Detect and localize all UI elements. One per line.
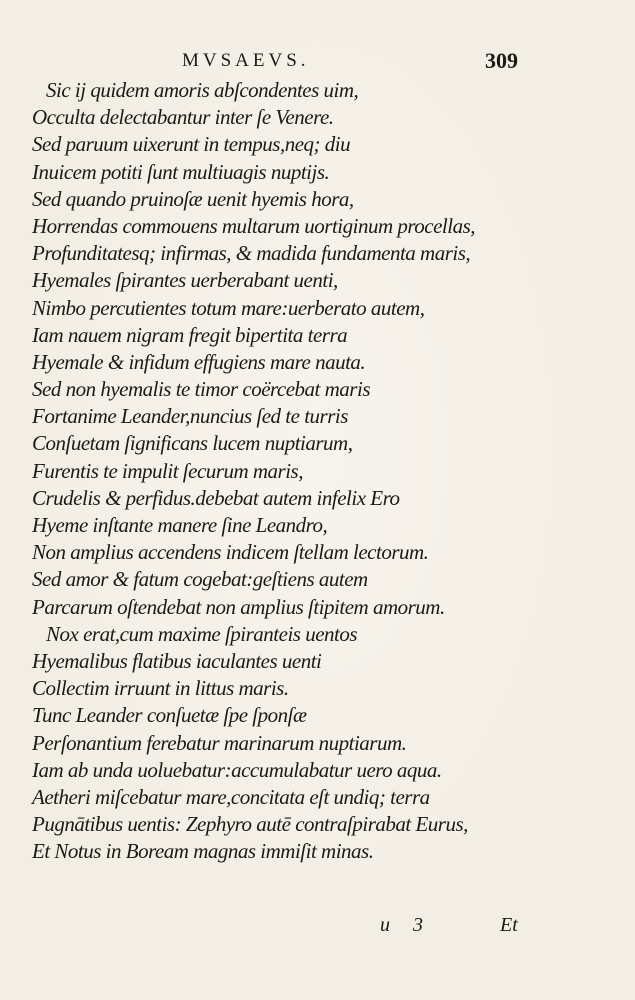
- running-title: MVSAEVS.: [182, 50, 310, 71]
- verse-line: Hyemale & infidum effugiens mare nauta.: [32, 349, 366, 374]
- verse-line: Hyemales ſpirantes uerberabant uenti,: [32, 268, 338, 293]
- verse-line: Conſuetam ſignificans lucem nuptiarum,: [32, 431, 353, 456]
- verse-line: Occulta delectabantur inter ſe Venere.: [32, 105, 334, 130]
- verse-line: Pugnātibus uentis: Zephyro autē contraſpirabat Eurus,: [32, 812, 468, 837]
- verse-line: Perſonantium ferebatur marinarum nuptiarum.: [32, 730, 407, 755]
- verse-line: Tunc Leander conſuetæ ſpe ſponſæ: [32, 703, 307, 728]
- verse-line: Sed amor & fatum cogebat:geſtiens autem: [32, 567, 368, 592]
- verse-line: Nox erat,cum maxime ſpiranteis uentos: [46, 621, 358, 646]
- verse-line: Et Notus in Boream magnas immiſit minas.: [32, 839, 374, 864]
- verse-line: Non amplius accendens indicem ſtellam lectorum.: [32, 540, 429, 565]
- verse-line: Hyemalibus flatibus iaculantes uenti: [32, 648, 322, 673]
- running-head: [0, 50, 635, 78]
- verse-line: Furentis te impulit ſecurum maris,: [32, 458, 303, 483]
- verse-line: Horrendas commouens multarum uortiginum procellas,: [32, 213, 476, 238]
- verse-line: Fortanime Leander,nuncius ſed te turris: [32, 404, 348, 429]
- verse-line: Sed paruum uixerunt in tempus,neq; diu: [32, 132, 351, 157]
- verse-line: Sed quando pruinoſæ uenit hyemis hora,: [32, 186, 354, 211]
- page-number: 309: [485, 48, 518, 73]
- verse-line: Nimbo percutientes totum mare:uerberato autem,: [32, 295, 425, 320]
- verse-line: Crudelis & perfidus.debebat autem infelix Ero: [32, 485, 400, 510]
- verse-line: Aetheri miſcebatur mare,concitata eſt undiq; terra: [32, 784, 430, 809]
- page-footer: [0, 914, 635, 944]
- verse-line: Collectim irruunt in littus maris.: [32, 676, 289, 701]
- verse-line: Profunditatesq; infirmas, & madida fundamenta maris,: [32, 241, 471, 266]
- verse-text: [32, 77, 532, 865]
- verse-line: Sed non hyemalis te timor coërcebat maris: [32, 377, 370, 402]
- catchword: Et: [500, 914, 518, 936]
- verse-line: Iam ab unda uoluebatur:accumulabatur uero aqua.: [32, 757, 442, 782]
- verse-line: Parcarum oſtendebat non amplius ſtipitem amorum.: [32, 594, 445, 619]
- verse-line: Iam nauem nigram fregit bipertita terra: [32, 322, 348, 347]
- signature-mark: u 3: [380, 914, 423, 936]
- verse-line: Inuicem potiti ſunt multiuagis nuptijs.: [32, 159, 330, 184]
- verse-line: Sic ij quidem amoris abſcondentes uim,: [46, 78, 359, 102]
- verse-line: Hyeme inſtante manere ſine Leandro,: [32, 513, 328, 537]
